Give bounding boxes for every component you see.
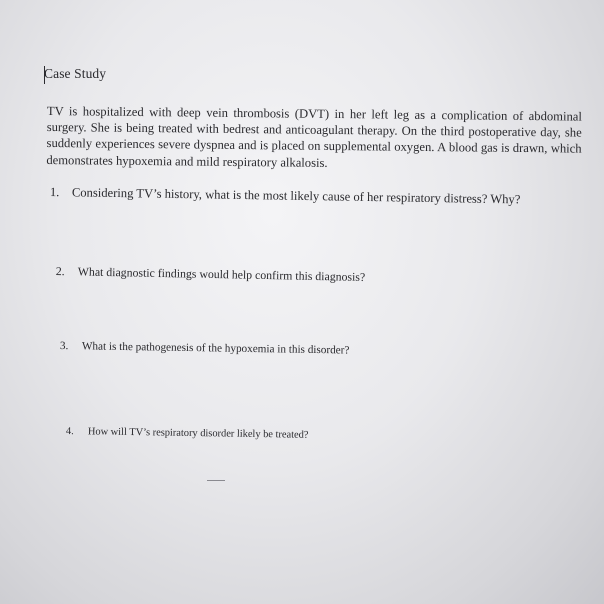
question-number: 1. — [49, 185, 60, 200]
question-3 — [60, 340, 350, 357]
case-description: TV is hospitalized with deep vein thrombosis (DVT) in her left leg as a complication of abdominal surgery. She is being treated with bedrest and anticoagulant therapy. On the third postoperative day, she suddenly experiences severe dyspnea and is placed on supplemental oxygen. A blood gas is drawn, which demonstrates hypoxemia and mild respiratory alkalosis. — [46, 103, 582, 170]
stray-mark — [207, 480, 225, 481]
question-1 — [50, 185, 521, 207]
question-text: How will TV’s respiratory disorder likely be treated? — [87, 426, 309, 441]
question-text: What diagnostic findings would help confirm this diagnosis? — [77, 264, 366, 284]
question-text: What is the pathogenesis of the hypoxemia in this disorder? — [81, 340, 350, 357]
question-2 — [56, 264, 366, 285]
question-text: Considering TV’s history, what is the most likely cause of her respiratory distress? Why? — [71, 185, 521, 207]
question-number: 3. — [59, 340, 69, 353]
question-4 — [66, 426, 309, 441]
document-title: Case Study — [44, 66, 107, 81]
question-number: 4. — [65, 426, 74, 438]
question-number: 2. — [55, 264, 65, 279]
